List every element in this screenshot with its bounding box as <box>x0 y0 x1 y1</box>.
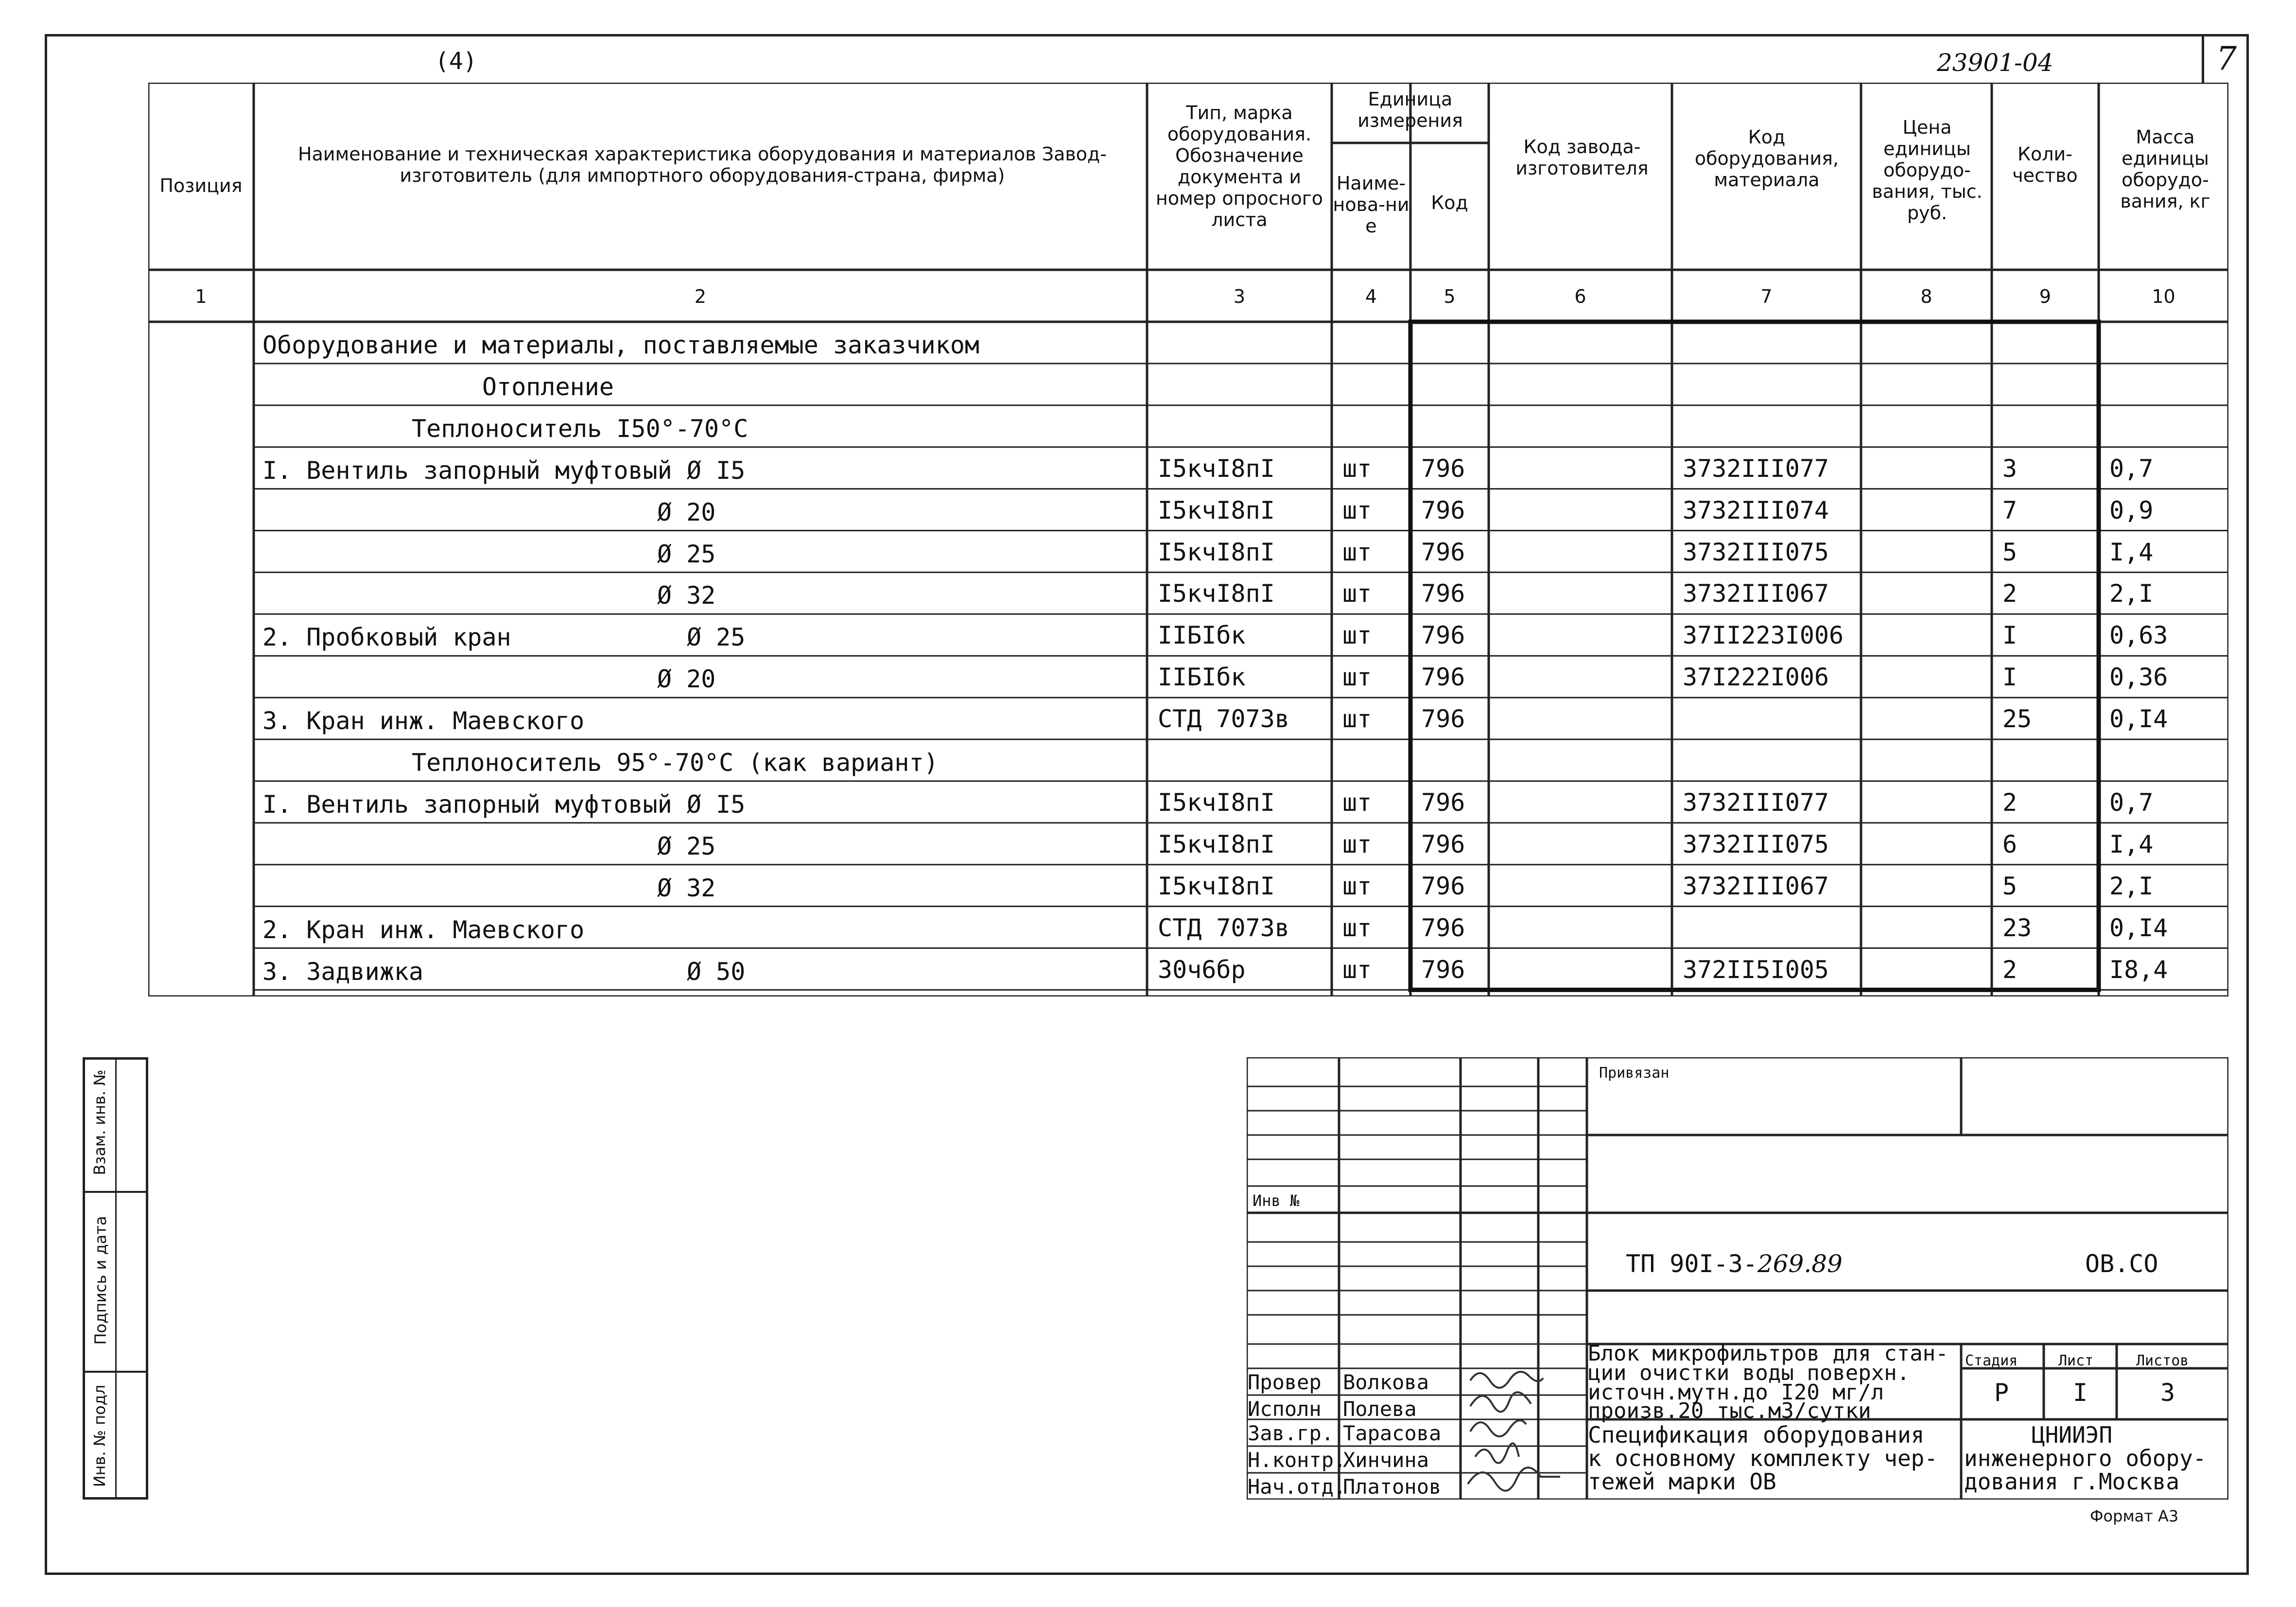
row-qty: 7 <box>2002 496 2018 524</box>
row-name: Теплоноситель 95°-70°С (как вариант) <box>412 749 939 777</box>
row-name: Ø 20 <box>657 665 716 694</box>
row-matcode: 3732III077 <box>1683 788 1829 817</box>
row-mass: 2,I <box>2109 872 2154 900</box>
page-number: 7 <box>2216 40 2237 77</box>
col-header-position: Позиция <box>159 175 243 196</box>
row-code: 796 <box>1421 621 1465 650</box>
org-3: дования г.Москва <box>1964 1468 2180 1495</box>
col-num-8: 8 <box>1920 286 1932 307</box>
side-stamp <box>83 1057 148 1500</box>
row-matcode: 3732III074 <box>1683 496 1829 524</box>
row-matcode: 372II5I005 <box>1683 955 1829 984</box>
row-mass: 0,I4 <box>2109 705 2168 734</box>
doc-code: 23901-04 <box>1937 49 2053 77</box>
col-num-2: 2 <box>694 286 707 307</box>
col-num-1: 1 <box>195 286 207 307</box>
row-unit: шт <box>1342 830 1372 858</box>
col-header-factory-code: Код завода-изготовителя <box>1515 136 1649 179</box>
row-unit: шт <box>1342 913 1372 942</box>
row-type: I5кчI8пI <box>1158 830 1275 858</box>
signer-role: Исполн <box>1248 1397 1322 1421</box>
signer-name: Волкова <box>1343 1370 1429 1394</box>
sheet-title-3: тежей марки ОВ <box>1588 1468 1776 1495</box>
row-mass: 2,I <box>2109 579 2154 608</box>
col-header-unit-code: Код <box>1431 192 1468 213</box>
signer-role: Н.контр. <box>1248 1448 1346 1472</box>
row-name: Отопление <box>482 372 614 401</box>
row-mass: 0,63 <box>2109 621 2168 650</box>
row-code: 796 <box>1421 454 1465 483</box>
signer-name: Полева <box>1343 1397 1417 1421</box>
col-num-7: 7 <box>1760 286 1773 307</box>
col-header-material-code: Код оборудования, материала <box>1694 126 1839 191</box>
col-header-name: Наименование и техническая характеристика оборудования и материалов Завод-изготовитель (для импортного оборудования-страна, фирма) <box>298 143 1107 186</box>
row-name: Ø 32 <box>657 581 716 610</box>
row-qty: 23 <box>2002 913 2032 942</box>
row-type: I5кчI8пI <box>1158 872 1275 900</box>
row-code: 796 <box>1421 955 1465 984</box>
col-header-unit-group: Единица измерения <box>1357 88 1463 131</box>
col-header-unit-name: Наиме-нова-ние <box>1333 173 1409 237</box>
side-stamp-replace-inv: Взам. инв. № <box>90 1069 109 1175</box>
row-unit: шт <box>1342 788 1372 817</box>
org-1: ЦНИИЭП <box>2032 1422 2113 1448</box>
sheets-value: 3 <box>2160 1379 2175 1407</box>
row-matcode: 3732III077 <box>1683 454 1829 483</box>
signer-name: Тарасова <box>1343 1421 1442 1445</box>
sheets-label: Листов <box>2136 1352 2189 1369</box>
row-name: 2. Пробковый кран Ø 25 <box>262 623 746 652</box>
row-qty: 5 <box>2002 538 2018 566</box>
col-num-9: 9 <box>2039 286 2052 307</box>
side-stamp-inv-orig: Инв. № подл <box>90 1384 109 1487</box>
row-mass: I8,4 <box>2109 955 2168 984</box>
doc-number: ТП 90I-3-269.89 <box>1626 1250 1843 1278</box>
project-line-4: произв.20 тыс.м3/сутки <box>1588 1398 1871 1423</box>
project-line-3: источн.мутн.до I20 мг/л <box>1588 1380 1884 1405</box>
row-mass: 0,I4 <box>2109 913 2168 942</box>
row-unit: шт <box>1342 872 1372 900</box>
row-unit: шт <box>1342 705 1372 734</box>
row-unit: шт <box>1342 454 1372 483</box>
row-name: Ø 25 <box>657 832 716 860</box>
stage-label: Стадия <box>1965 1352 2018 1369</box>
row-name: 3. Кран инж. Маевского <box>262 707 585 735</box>
signer-role: Провер <box>1248 1370 1322 1394</box>
col-num-5: 5 <box>1444 286 1456 307</box>
row-matcode: 3732III067 <box>1683 579 1829 608</box>
title-block <box>1247 1057 2228 1500</box>
row-matcode: 37I222I006 <box>1683 663 1829 692</box>
row-qty: 3 <box>2002 454 2018 483</box>
project-line-1: Блок микрофильтров для стан- <box>1588 1341 1948 1366</box>
row-name: Ø 25 <box>657 540 716 568</box>
row-mass: I,4 <box>2109 830 2154 858</box>
row-qty: 2 <box>2002 955 2018 984</box>
row-mass: 0,9 <box>2109 496 2154 524</box>
row-type: I5кчI8пI <box>1158 579 1275 608</box>
row-name: I. Вентиль запорный муфтовый Ø I5 <box>262 456 746 485</box>
row-type: I5кчI8пI <box>1158 538 1275 566</box>
row-matcode: 37II223I006 <box>1683 621 1844 650</box>
row-matcode: 3732III067 <box>1683 872 1829 900</box>
sheet-marker: (4) <box>435 48 477 75</box>
signer-name: Хинчина <box>1343 1448 1429 1472</box>
row-qty: 2 <box>2002 579 2018 608</box>
row-code: 796 <box>1421 705 1465 734</box>
row-unit: шт <box>1342 621 1372 650</box>
row-code: 796 <box>1421 496 1465 524</box>
row-type: 30ч6бр <box>1158 955 1246 984</box>
spec-table <box>148 83 2228 996</box>
row-qty: 5 <box>2002 872 2018 900</box>
project-line-2: ции очистки воды поверхн. <box>1588 1361 1910 1385</box>
row-code: 796 <box>1421 872 1465 900</box>
row-unit: шт <box>1342 496 1372 524</box>
format-label: Формат А3 <box>2090 1507 2179 1525</box>
row-code: 796 <box>1421 663 1465 692</box>
org-2: инженерного обору- <box>1964 1445 2207 1471</box>
row-mass: 0,7 <box>2109 454 2154 483</box>
row-qty: I <box>2002 621 2018 650</box>
row-name: Оборудование и материалы, поставляемые заказчиком <box>262 331 980 359</box>
side-stamp-sign-date: Подпись и дата <box>91 1216 110 1345</box>
signer-role: Нач.отд. <box>1248 1475 1346 1499</box>
privyazan-label: Привязан <box>1599 1065 1670 1082</box>
col-num-4: 4 <box>1365 286 1377 307</box>
col-header-price: Цена единицы оборудо-вания, тыс. руб. <box>1872 117 1983 224</box>
col-header-mass: Масса единицы оборудо-вания, кг <box>2120 126 2210 212</box>
sheet-title-1: Спецификация оборудования <box>1588 1422 1925 1448</box>
row-code: 796 <box>1421 538 1465 566</box>
stage-value: Р <box>1994 1379 2009 1407</box>
row-unit: шт <box>1342 663 1372 692</box>
row-mass: 0,36 <box>2109 663 2168 692</box>
sheet-value: I <box>2073 1379 2088 1407</box>
row-unit: шт <box>1342 538 1372 566</box>
row-name: Ø 32 <box>657 873 716 902</box>
col-num-10: 10 <box>2152 286 2175 307</box>
row-code: 796 <box>1421 788 1465 817</box>
row-type: СТД 7073в <box>1158 913 1289 942</box>
row-name: Ø 20 <box>657 498 716 526</box>
sheet-title-2: к основному комплекту чер- <box>1588 1445 1938 1471</box>
row-unit: шт <box>1342 579 1372 608</box>
row-matcode: 3732III075 <box>1683 538 1829 566</box>
row-type: I5кчI8пI <box>1158 496 1275 524</box>
row-matcode: 3732III075 <box>1683 830 1829 858</box>
signer-name: Платонов <box>1343 1475 1442 1499</box>
row-mass: I,4 <box>2109 538 2154 566</box>
col-header-type: Тип, марка оборудования. Обозначение документа и номер опросного листа <box>1155 102 1323 230</box>
row-qty: 2 <box>2002 788 2018 817</box>
sheet-label: Лист <box>2058 1352 2094 1369</box>
row-unit: шт <box>1342 955 1372 984</box>
col-num-3: 3 <box>1233 286 1246 307</box>
row-code: 796 <box>1421 579 1465 608</box>
row-type: IIБIбк <box>1158 663 1246 692</box>
doc-mark: ОВ.СО <box>2085 1250 2158 1278</box>
row-name: 3. Задвижка Ø 50 <box>262 957 746 986</box>
row-mass: 0,7 <box>2109 788 2154 817</box>
row-type: I5кчI8пI <box>1158 788 1275 817</box>
col-header-quantity: Коли-чество <box>2012 143 2078 186</box>
row-name: 2. Кран инж. Маевского <box>262 915 585 944</box>
signer-role: Зав.гр. <box>1248 1421 1334 1445</box>
col-num-6: 6 <box>1574 286 1586 307</box>
row-code: 796 <box>1421 913 1465 942</box>
row-type: I5кчI8пI <box>1158 454 1275 483</box>
row-name: I. Вентиль запорный муфтовый Ø I5 <box>262 790 746 819</box>
row-type: IIБIбк <box>1158 621 1246 650</box>
row-type: СТД 7073в <box>1158 705 1289 734</box>
row-qty: 25 <box>2002 705 2032 734</box>
row-code: 796 <box>1421 830 1465 858</box>
row-qty: I <box>2002 663 2018 692</box>
row-name: Теплоноситель I50°-70°С <box>412 414 748 443</box>
row-qty: 6 <box>2002 830 2018 858</box>
inv-no-label: Инв № <box>1252 1191 1300 1210</box>
